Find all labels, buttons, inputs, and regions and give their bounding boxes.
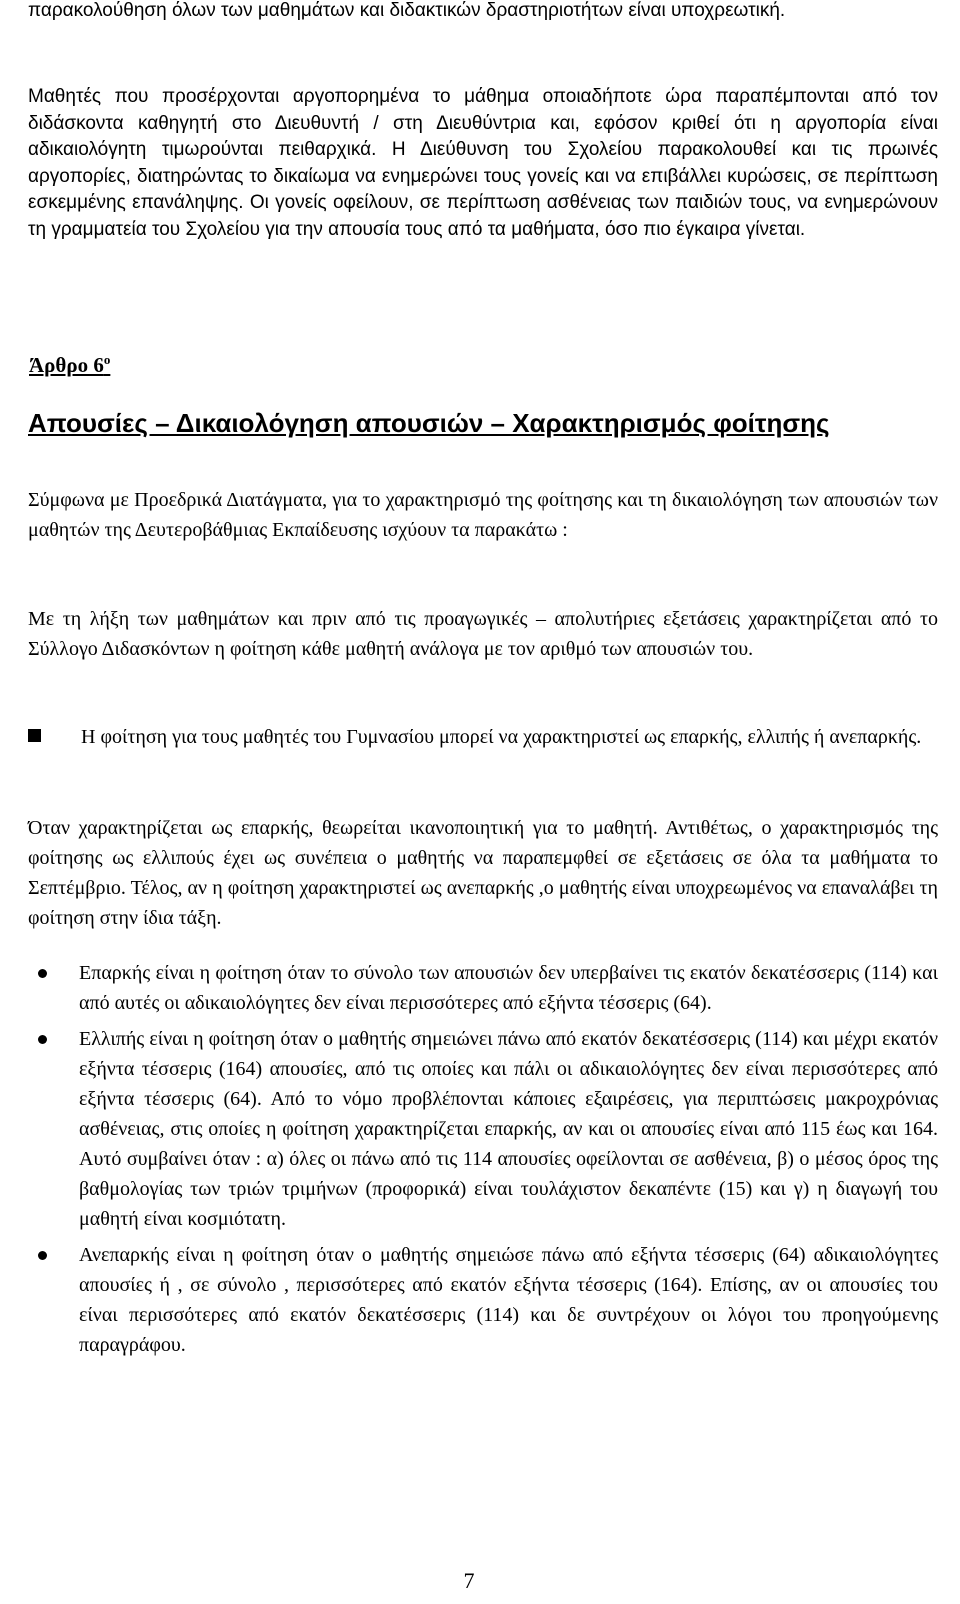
- paragraph-decrees: Σύμφωνα με Προεδρικά Διατάγματα, για το χαρακτηρισμό της φοίτησης και τη δικαιολόγηση των απουσιών των μαθητών της Δευτεροβάθμιας Εκπαίδευσης ισχύουν τα παρακάτω :: [28, 489, 938, 541]
- page-number: 7: [463, 1568, 475, 1593]
- bullet-dot-icon: [38, 969, 47, 978]
- paragraph-characterization-consequences: Όταν χαρακτηρίζεται ως επαρκής, θεωρείται ικανοποιητική για το μαθητή. Αντιθέτως, ο χαρακτηρισμός της φοίτησης ως ελλιπούς έχει ως συνέπεια ο μαθητής να παραπεμφθεί σε εξετάσεις σε όλα τα μαθήματα το Σεπτέμβριο. Τέλος, αν η φοίτηση χαρακτηριστεί ως ανεπαρκής ,ο μαθητής είναι υποχρεωμένος να επαναλάβει τη φοίτηση στην ίδια τάξη.: [28, 817, 938, 929]
- attendance-bullet-list: [28, 958, 938, 1366]
- bullet-text: Ελλιπής είναι η φοίτηση όταν ο μαθητής σημειώνει πάνω από εκατόν δεκατέσσερις (114) και μέχρι εκατόν εξήντα τέσσερις (164) απουσίες, από τις οποίες και πάλι οι αδικαιολόγητες δεν είναι περισσότερες από εξήντα τέσσερις (64). Από το νόμο προβλέπονται κάποιες εξαιρέσεις, για περιπτώσεις μακροχρόνιας ασθένειας, στις οποίες η φοίτηση χαρακτηρίζεται επαρκής, αν και οι απουσίες είναι από 115 έως και 164. Αυτό συμβαίνει όταν : α) όλες οι πάνω από τις 114 απουσίες οφείλονται σε ασθένεια, β) ο μέσος όρος της βαθμολογίας των τριών τριμήνων (προφορικά) είναι τουλάχιστον δεκαπέντε (15) και γ) η διαγωγή του μαθητή είναι κοσμιότατη.: [79, 1028, 938, 1230]
- article-superscript: ο: [103, 352, 111, 367]
- square-bullet-icon: [28, 729, 41, 742]
- bullet-item-deficient: [28, 1024, 938, 1234]
- paragraph-late-arrivals: Μαθητές που προσέρχονται αργοπορημένα το μάθημα οποιαδήποτε ώρα παραπέμπονται από τον διδάσκοντα καθηγητή στο Διευθυντή / στη Διευθύντρια και, εφόσον κριθεί ότι η αργοπορία είναι αδικαιολόγητη τιμωρούνται πειθαρχικά. Η Διεύθυνση του Σχολείου παρακολουθεί και τις πρωινές αργοπορίες, διατηρώντας το δικαίωμα να ενημερώνει τους γονείς και να επιβάλλει κυρώσεις, σε περίπτωση εσκεμμένης επανάληψης. Οι γονείς οφείλουν, σε περίπτωση ασθένειας των παιδιών τους, να ενημερώνουν τη γραμματεία του Σχολείου για την απουσία τους από τα μαθήματα, όσο πιο έγκαιρα γίνεται.: [28, 86, 938, 240]
- paragraph-end-of-lessons: Με τη λήξη των μαθημάτων και πριν από τις προαγωγικές – απολυτήριες εξετάσεις χαρακτηρίζεται από το Σύλλογο Διδασκόντων η φοίτηση κάθε μαθητή ανάλογα με τον αριθμό των απουσιών του.: [28, 608, 938, 660]
- square-bullet-item: [28, 722, 938, 752]
- article-label-text: Άρθρο 6: [29, 353, 104, 377]
- section-heading: Απουσίες – Δικαιολόγηση απουσιών – Χαρακτηρισμός φοίτησης: [28, 408, 830, 438]
- bullet-item-sufficient: [28, 958, 938, 1018]
- bullet-dot-icon: [38, 1251, 47, 1260]
- bullet-text: Ανεπαρκής είναι η φοίτηση όταν ο μαθητής σημειώσε πάνω από εξήντα τέσσερις (64) αδικαιολόγητες απουσίες ή , σε σύνολο , περισσότερες από εκατόν εξήντα τέσσερις (164). Επίσης, αν οι απουσίες του είναι περισσότερες από εκατόν δεκατέσσερις (114) και δε συντρέχουν οι λόγοι του προηγούμενης παραγράφου.: [79, 1244, 938, 1356]
- bullet-dot-icon: [38, 1035, 47, 1044]
- article-label: [29, 352, 110, 378]
- square-bullet-text: Η φοίτηση για τους μαθητές του Γυμνασίου μπορεί να χαρακτηριστεί ως επαρκής, ελλιπής ή ανεπαρκής.: [81, 726, 922, 748]
- bullet-text: Επαρκής είναι η φοίτηση όταν το σύνολο των απουσιών δεν υπερβαίνει τις εκατόν δεκατέσσερις (114) και από αυτές οι αδικαιολόγητες δεν είναι περισσότερες από εξήντα τέσσερις (64).: [79, 962, 938, 1014]
- paragraph-attendance-continued: παρακολούθηση όλων των μαθημάτων και διδακτικών δραστηριοτήτων είναι υποχρεωτική.: [28, 0, 786, 21]
- bullet-item-insufficient: [28, 1240, 938, 1360]
